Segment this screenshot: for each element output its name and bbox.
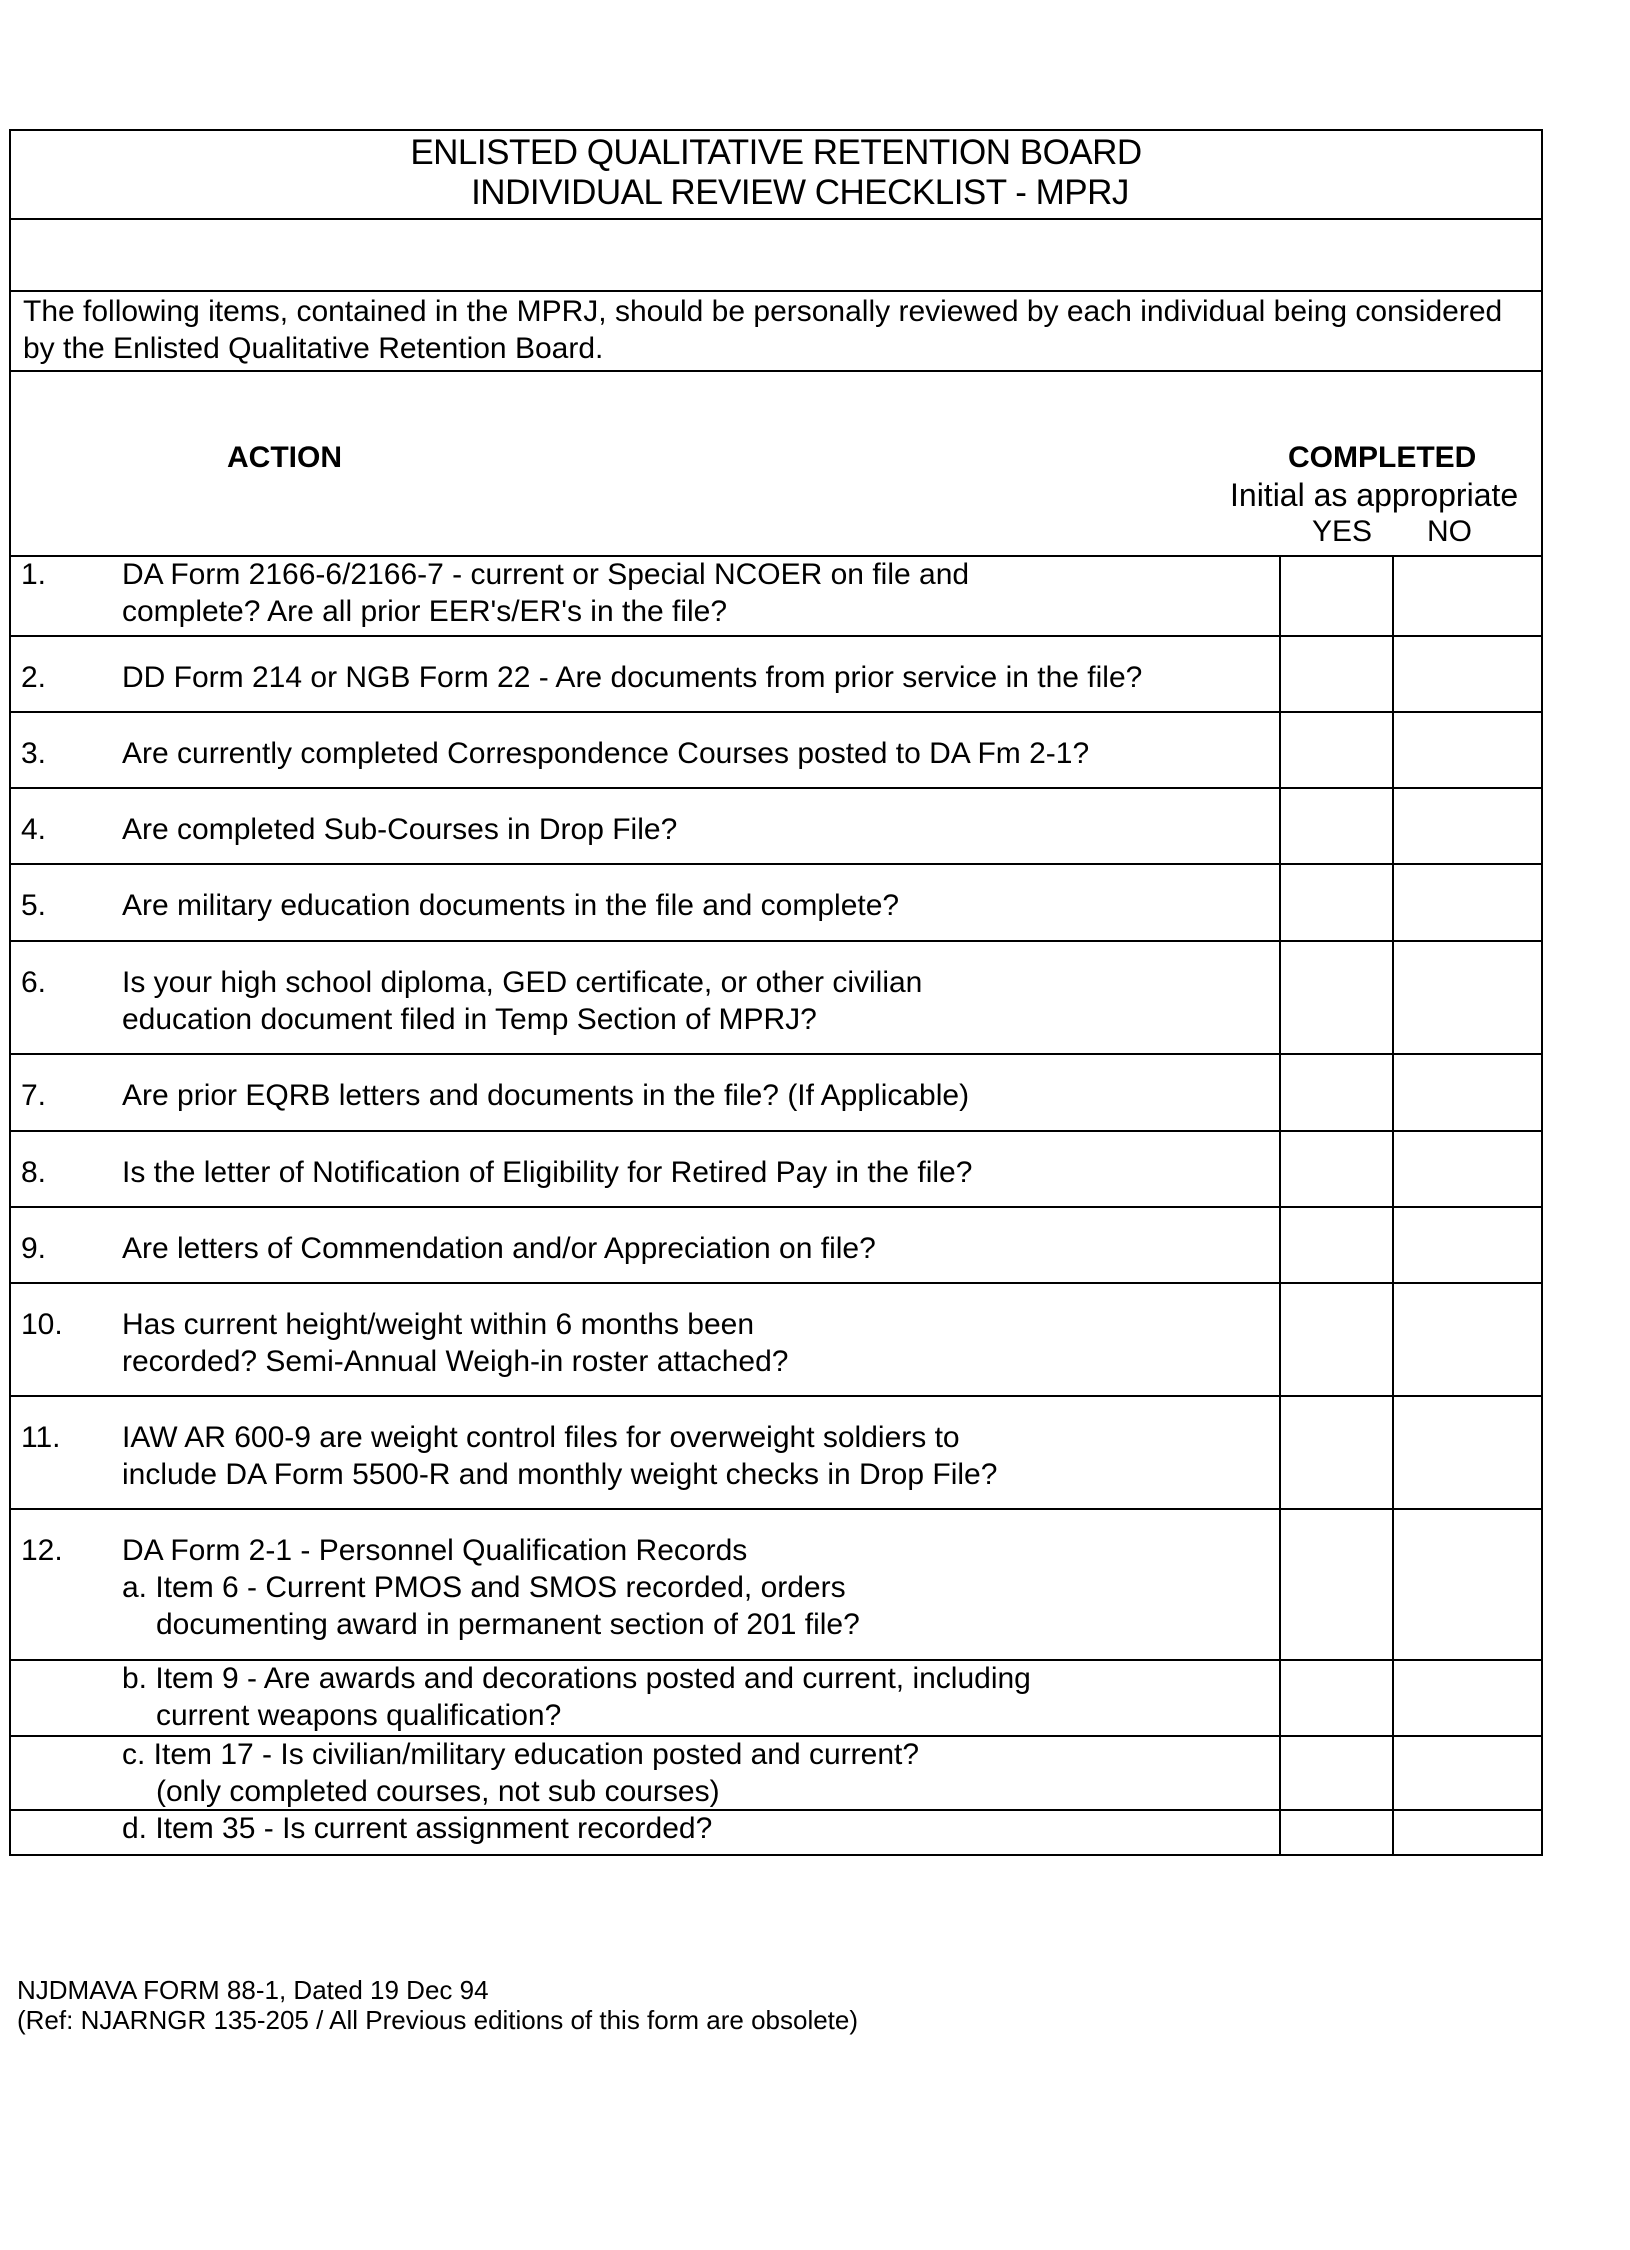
- no-initial-box[interactable]: [1392, 865, 1541, 940]
- checklist-row: [11, 557, 1541, 637]
- no-initial-box[interactable]: [1392, 1397, 1541, 1508]
- subitem-text: (only completed courses, not sub courses): [156, 1775, 720, 1808]
- title-line-2: INDIVIDUAL REVIEW CHECKLIST - MPRJ: [471, 173, 1129, 212]
- header-action: ACTION: [227, 441, 342, 474]
- checklist-row: [11, 637, 1541, 713]
- title-line-1: ENLISTED QUALITATIVE RETENTION BOARD: [410, 133, 1142, 172]
- item-number: 7.: [21, 1079, 47, 1112]
- item-text: DD Form 214 or NGB Form 22 - Are documents from prior service in the file?: [122, 661, 1143, 694]
- item-number: 11.: [21, 1421, 61, 1454]
- item-number: 5.: [21, 889, 47, 922]
- yes-initial-box[interactable]: [1279, 1284, 1392, 1395]
- yes-initial-box[interactable]: [1279, 1661, 1392, 1735]
- checklist-form: [9, 129, 1543, 1856]
- item-number: 1.: [21, 558, 47, 591]
- yes-initial-box[interactable]: [1279, 637, 1392, 711]
- item-text: include DA Form 5500-R and monthly weight checks in Drop File?: [122, 1458, 998, 1491]
- no-initial-box[interactable]: [1392, 942, 1541, 1053]
- no-initial-box[interactable]: [1392, 1811, 1541, 1854]
- form-title: [11, 131, 1541, 220]
- item-text: Are currently completed Correspondence Courses posted to DA Fm 2-1?: [122, 737, 1090, 770]
- subitem-text: d. Item 35 - Is current assignment recorded?: [122, 1812, 713, 1845]
- footer-reference: (Ref: NJARNGR 135-205 / All Previous editions of this form are obsolete): [17, 2005, 859, 2035]
- item-text: IAW AR 600-9 are weight control files for overweight soldiers to: [122, 1421, 960, 1454]
- yes-initial-box[interactable]: [1279, 557, 1392, 635]
- no-initial-box[interactable]: [1392, 1510, 1541, 1659]
- subitem-text: b. Item 9 - Are awards and decorations posted and current, including: [122, 1662, 1031, 1695]
- item-text: Are letters of Commendation and/or Appreciation on file?: [122, 1232, 876, 1265]
- header-initial: Initial as appropriate: [1230, 477, 1519, 513]
- yes-initial-box[interactable]: [1279, 1811, 1392, 1854]
- no-initial-box[interactable]: [1392, 789, 1541, 863]
- form-footer: [17, 1975, 858, 2035]
- no-initial-box[interactable]: [1392, 713, 1541, 787]
- yes-initial-box[interactable]: [1279, 789, 1392, 863]
- checklist-row: [11, 713, 1541, 789]
- item-text: DA Form 2-1 - Personnel Qualification Records: [122, 1534, 748, 1567]
- checklist-row: [11, 1397, 1541, 1510]
- yes-initial-box[interactable]: [1279, 713, 1392, 787]
- yes-initial-box[interactable]: [1279, 865, 1392, 940]
- no-initial-box[interactable]: [1392, 1284, 1541, 1395]
- yes-initial-box[interactable]: [1279, 1055, 1392, 1130]
- subitem-text: documenting award in permanent section of 201 file?: [156, 1608, 860, 1641]
- header-completed: COMPLETED: [1288, 441, 1477, 474]
- item-number: 3.: [21, 737, 47, 770]
- column-header: [11, 372, 1541, 557]
- item-number: 12.: [21, 1534, 63, 1567]
- item-number: 4.: [21, 813, 47, 846]
- checklist-row: [11, 865, 1541, 942]
- yes-initial-box[interactable]: [1279, 1132, 1392, 1206]
- intro-text: The following items, contained in the MPRJ, should be personally reviewed by each individual being considered by the Enlisted Qualitative Retention Board.: [11, 292, 1541, 372]
- subitem-text: c. Item 17 - Is civilian/military education posted and current?: [122, 1738, 920, 1771]
- item-number: 8.: [21, 1156, 47, 1189]
- checklist-row: [11, 789, 1541, 865]
- subitem-text: a. Item 6 - Current PMOS and SMOS recorded, orders: [122, 1571, 846, 1604]
- checklist-row: [11, 1737, 1541, 1811]
- item-number: 6.: [21, 966, 47, 999]
- no-initial-box[interactable]: [1392, 1661, 1541, 1735]
- item-text: Is the letter of Notification of Eligibility for Retired Pay in the file?: [122, 1156, 973, 1189]
- item-text: Is your high school diploma, GED certificate, or other civilian: [122, 966, 923, 999]
- checklist-row: [11, 1055, 1541, 1132]
- item-number: 2.: [21, 661, 47, 694]
- checklist-row: [11, 1208, 1541, 1284]
- no-initial-box[interactable]: [1392, 557, 1541, 635]
- checklist-row: [11, 1510, 1541, 1661]
- item-number: 9.: [21, 1232, 47, 1265]
- yes-initial-box[interactable]: [1279, 1510, 1392, 1659]
- yes-initial-box[interactable]: [1279, 1737, 1392, 1809]
- no-initial-box[interactable]: [1392, 1208, 1541, 1282]
- no-initial-box[interactable]: [1392, 1737, 1541, 1809]
- checklist-row: [11, 1811, 1541, 1854]
- footer-form-id: NJDMAVA FORM 88-1, Dated 19 Dec 94: [17, 1975, 489, 2005]
- checklist-row: [11, 942, 1541, 1055]
- yes-initial-box[interactable]: [1279, 1397, 1392, 1508]
- item-number: 10.: [21, 1308, 63, 1341]
- checklist-row: [11, 1661, 1541, 1737]
- no-initial-box[interactable]: [1392, 1132, 1541, 1206]
- item-text: Are completed Sub-Courses in Drop File?: [122, 813, 678, 846]
- yes-initial-box[interactable]: [1279, 942, 1392, 1053]
- blank-row: [11, 220, 1541, 292]
- item-text: recorded? Semi-Annual Weigh-in roster attached?: [122, 1345, 789, 1378]
- header-no: NO: [1427, 515, 1472, 548]
- checklist-row: [11, 1284, 1541, 1397]
- item-text: Has current height/weight within 6 months been: [122, 1308, 755, 1341]
- yes-initial-box[interactable]: [1279, 1208, 1392, 1282]
- no-initial-box[interactable]: [1392, 637, 1541, 711]
- item-text: Are military education documents in the file and complete?: [122, 889, 900, 922]
- subitem-text: current weapons qualification?: [156, 1699, 562, 1732]
- item-text: complete? Are all prior EER's/ER's in the file?: [122, 595, 728, 628]
- no-initial-box[interactable]: [1392, 1055, 1541, 1130]
- checklist-row: [11, 1132, 1541, 1208]
- item-text: education document filed in Temp Section of MPRJ?: [122, 1003, 817, 1036]
- item-text: Are prior EQRB letters and documents in the file? (If Applicable): [122, 1079, 970, 1112]
- item-text: DA Form 2166-6/2166-7 - current or Special NCOER on file and: [122, 558, 970, 591]
- header-yes: YES: [1312, 515, 1373, 548]
